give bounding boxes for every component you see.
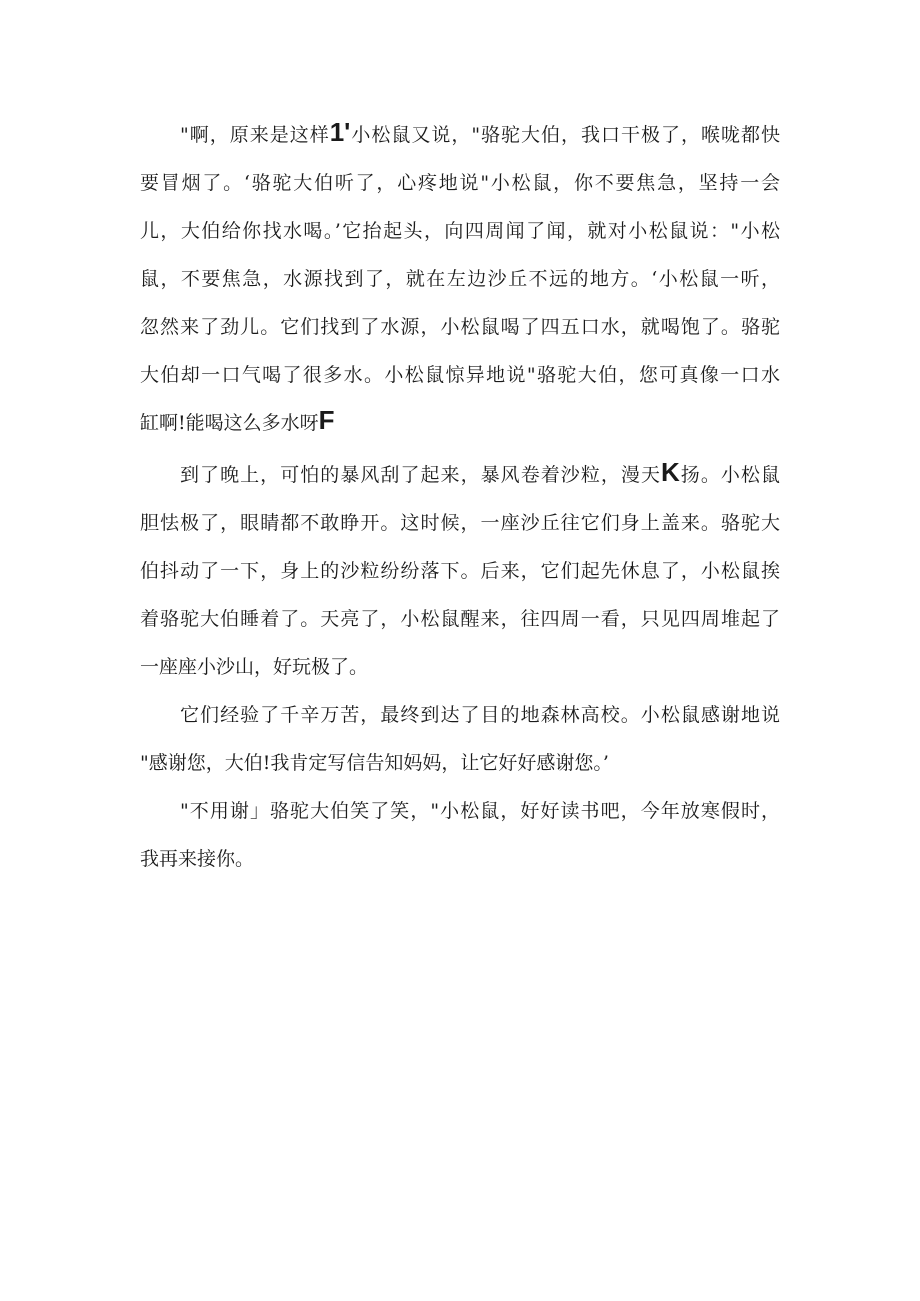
paragraph-3-line-1: 它们经验了千辛万苦，最终到达了目的地森林高校。小松鼠感谢地说	[180, 704, 780, 726]
paragraph-1-line-6: 大伯却一口气喝了很多水。小松鼠惊异地说"骆驼大伯，您可真像一口水	[140, 364, 780, 386]
paragraph-2-line-1	[180, 455, 780, 495]
paragraph-2-line-2: 胆怯极了，眼睛都不敢睁开。这时候，一座沙丘往它们身上盖来。骆驼大	[140, 512, 780, 534]
text-segment: 到了晚上，可怕的暴风刮了起来，暴风卷着沙粒，漫天	[180, 464, 661, 486]
stray-glyph: K	[660, 457, 680, 487]
paragraph-2-line-5: 一座座小沙山，好玩极了。	[140, 656, 369, 678]
stray-glyph: 1'	[329, 117, 351, 147]
paragraph-1-line-7	[140, 403, 780, 443]
paragraph-1-line-3: 儿，大伯给你找水喝。’它抬起头，向四周闻了闻，就对小松鼠说："小松	[140, 220, 780, 242]
paragraph-1-line-1	[180, 115, 780, 155]
paragraph-1-line-4: 鼠，不要焦急，水源找到了，就在左边沙丘不远的地方。‘小松鼠一听，	[140, 268, 780, 290]
text-segment: "啊，原来是这样	[180, 124, 330, 146]
stray-glyph: F	[318, 405, 335, 435]
paragraph-3-line-2: "感谢您，大伯!我肯定写信告知妈妈，让它好好感谢您。’	[140, 752, 609, 774]
paragraph-2-line-3: 伯抖动了一下，身上的沙粒纷纷落下。后来，它们起先休息了，小松鼠挨	[140, 560, 780, 582]
text-segment: 缸啊!能喝这么多水呀	[140, 412, 319, 434]
paragraph-1-line-5: 忽然来了劲儿。它们找到了水源，小松鼠喝了四五口水，就喝饱了。骆驼	[140, 316, 780, 338]
paragraph-4-line-2: 我再来接你。	[140, 848, 255, 870]
paragraph-1-line-2: 要冒烟了。‘骆驼大伯听了，心疼地说"小松鼠，你不要焦急，坚持一会	[140, 172, 780, 194]
paragraph-2-line-4: 着骆驼大伯睡着了。天亮了，小松鼠醒来，往四周一看，只见四周堆起了	[140, 608, 780, 630]
text-segment: 小松鼠又说，"骆驼大伯，我口干极了，喉咙都快	[350, 124, 780, 146]
paragraph-4-line-1: "不用谢」骆驼大伯笑了笑，"小松鼠，好好读书吧，今年放寒假时，	[180, 800, 780, 822]
text-segment: 扬。小松鼠	[679, 464, 780, 486]
